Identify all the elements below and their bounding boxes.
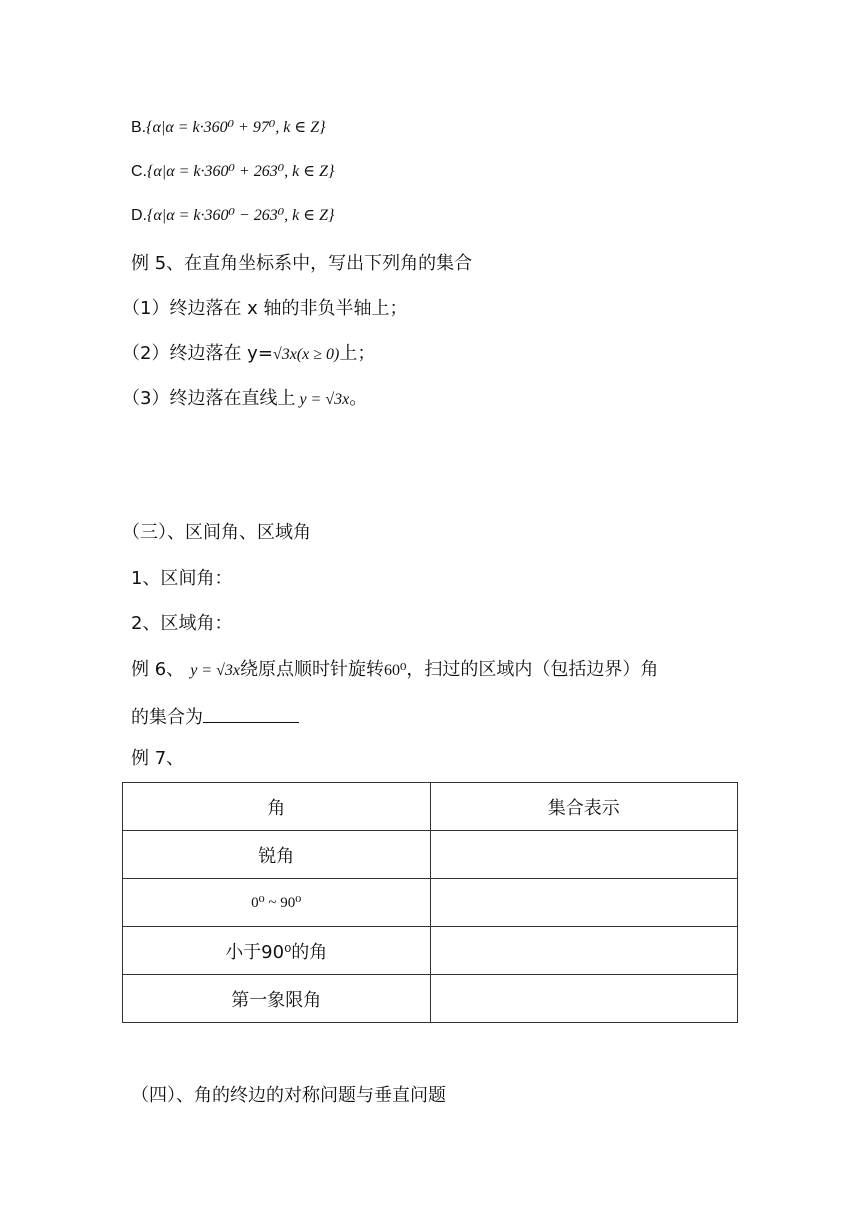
example-6-text-1: 绕原点顺时针旋转 [239,659,384,680]
row-0-to-90: 0⁰ ~ 90⁰ [123,879,431,927]
header-angle: 角 [123,783,431,831]
example-5-item-2 [122,343,375,366]
table-row [123,927,738,975]
section-4-title: （四）、角的终边的对称问题与垂直问题 [131,1085,446,1106]
table-row [123,831,738,879]
section-3-item-1: 1、区间角： [131,568,233,589]
option-c-expression: {α|α = k·360⁰ + 263⁰, k ∈ Z} [147,163,335,180]
item-3-math: y = √3x [299,391,350,408]
example-6-text-2: ，扫过的区域内（包括边界）角 [406,659,659,680]
section-3-item-2: 2、区域角： [131,613,233,634]
option-c-letter: C. [131,163,147,180]
option-d-expression: {α|α = k·360⁰ − 263⁰, k ∈ Z} [147,207,335,224]
section-3-title: （三）、区间角、区域角 [122,522,311,543]
item-2-text: （2）终边落在 y= [122,343,273,364]
row-0-to-90-answer [430,879,738,927]
row-acute-angle: 锐角 [123,831,431,879]
row-first-quadrant: 第一象限角 [123,975,431,1023]
angle-table [122,782,738,1023]
table-row [123,975,738,1023]
answer-blank [203,704,299,723]
example-5-title: 例 5、在直角坐标系中，写出下列角的集合 [131,253,473,274]
table-row [123,879,738,927]
example-6-math-2: 60⁰ [383,662,407,679]
example-5-item-1 [122,298,408,320]
header-set-representation: 集合表示 [430,783,738,831]
example-6-line-2 [131,704,299,729]
option-b [131,116,325,139]
option-d-letter: D. [131,207,147,224]
example-6-label: 例 6、 [131,659,185,680]
item-1-text: （1）终边落在 x 轴的非负半轴上； [122,298,408,319]
row-less-than-90-answer [430,927,738,975]
example-6-math-1: y = √3x [190,662,240,679]
row-acute-angle-answer [430,831,738,879]
item-2-math: √3x(x ≥ 0) [272,346,340,363]
option-b-expression: {α|α = k·360⁰ + 97⁰, k ∈ Z} [146,119,326,136]
example-7-label: 例 7、 [131,748,185,769]
table-header-row [123,783,738,831]
option-d [131,204,334,227]
option-b-letter: B. [131,119,147,136]
example-6-line-2-text: 的集合为 [131,707,203,728]
item-3-suffix: 。 [349,388,368,409]
example-6-line-1 [131,659,658,682]
row-less-than-90: 小于90⁰的角 [123,927,431,975]
row-first-quadrant-answer [430,975,738,1023]
option-c [131,160,334,183]
example-5-item-3 [122,388,367,411]
item-2-suffix: 上； [339,343,376,364]
item-3-text: （3）终边落在直线上 [122,388,296,409]
